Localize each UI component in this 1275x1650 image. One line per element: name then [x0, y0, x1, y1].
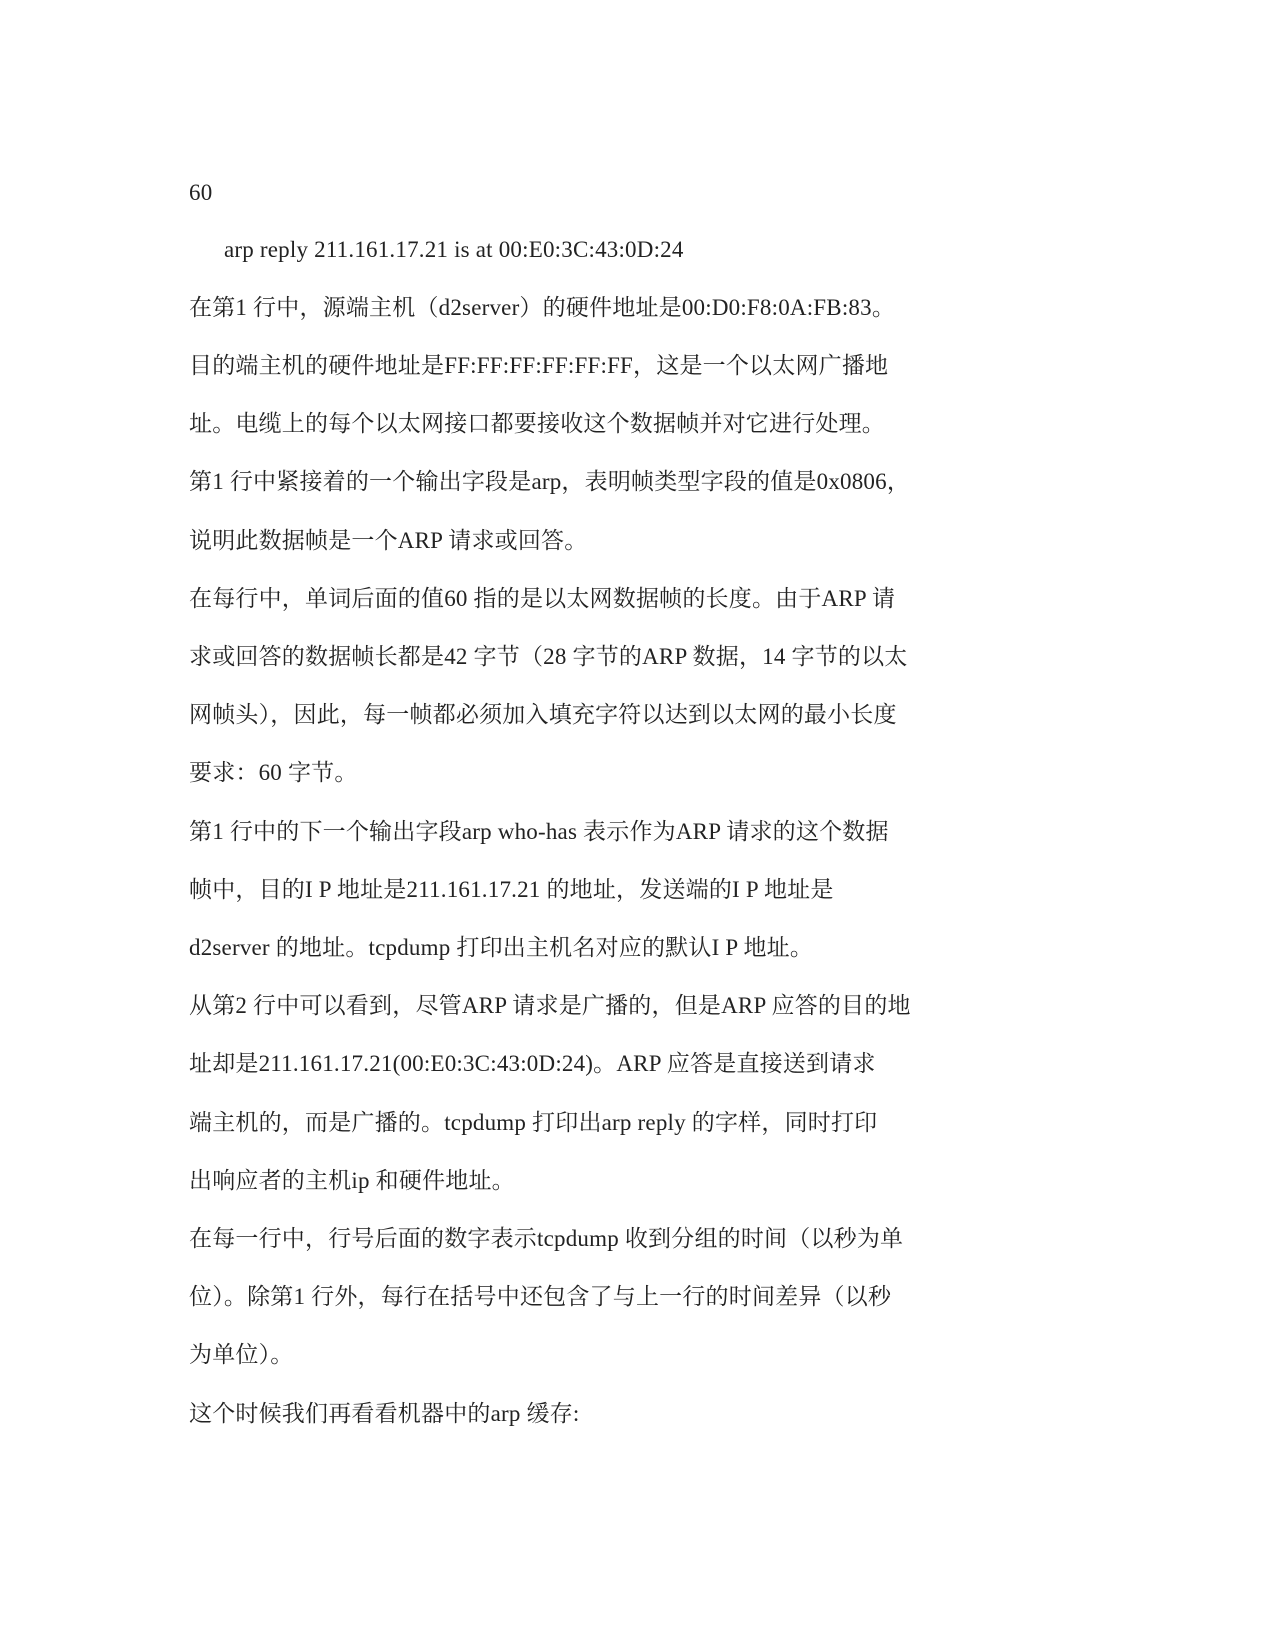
text-line: 说明此数据帧是一个ARP 请求或回答。 — [189, 528, 588, 553]
text-line: d2server 的地址。tcpdump 打印出主机名对应的默认I P 地址。 — [189, 935, 814, 960]
text-line: 出响应者的主机ip 和硬件地址。 — [189, 1168, 515, 1193]
text-line: 第1 行中紧接着的一个输出字段是arp，表明帧类型字段的值是0x0806， — [189, 469, 911, 494]
text-line: 网帧头），因此，每一帧都必须加入填充字符以达到以太网的最小长度 — [189, 702, 897, 727]
text-line: 在每一行中，行号后面的数字表示tcpdump 收到分组的时间（以秒为单 — [189, 1226, 904, 1251]
text-line: 址。电缆上的每个以太网接口都要接收这个数据帧并对它进行处理。 — [189, 411, 885, 436]
text-line: 第1 行中的下一个输出字段arp who-has 表示作为ARP 请求的这个数据 — [189, 819, 889, 844]
text-line: 要求：60 字节。 — [189, 760, 358, 785]
text-line: 从第2 行中可以看到，尽管ARP 请求是广播的，但是ARP 应答的目的地 — [189, 993, 911, 1018]
text-line: 端主机的，而是广播的。tcpdump 打印出arp reply 的字样，同时打印 — [189, 1110, 878, 1135]
text-line: 60 — [189, 180, 213, 205]
text-line: 在每行中，单词后面的值60 指的是以太网数据帧的长度。由于ARP 请 — [189, 586, 896, 611]
text-line: 址却是211.161.17.21(00:E0:3C:43:0D:24)。ARP 应答是直接送到请求 — [189, 1051, 876, 1076]
text-line: 帧中，目的I P 地址是211.161.17.21 的地址，发送端的I P 地址是 — [189, 877, 834, 902]
text-line: 为单位）。 — [189, 1342, 294, 1367]
text-line: 目的端主机的硬件地址是FF:FF:FF:FF:FF:FF，这是一个以太网广播地 — [189, 353, 889, 378]
text-line: arp reply 211.161.17.21 is at 00:E0:3C:43:0D:24 — [224, 237, 684, 262]
text-line: 在第1 行中，源端主机（d2server）的硬件地址是00:D0:F8:0A:FB:83。 — [189, 295, 896, 320]
text-line: 求或回答的数据帧长都是42 字节（28 字节的ARP 数据，14 字节的以太 — [189, 644, 908, 669]
text-line: 这个时候我们再看看机器中的arp 缓存: — [189, 1401, 580, 1426]
text-line: 位）。除第1 行外，每行在括号中还包含了与上一行的时间差异（以秒 — [189, 1284, 892, 1309]
